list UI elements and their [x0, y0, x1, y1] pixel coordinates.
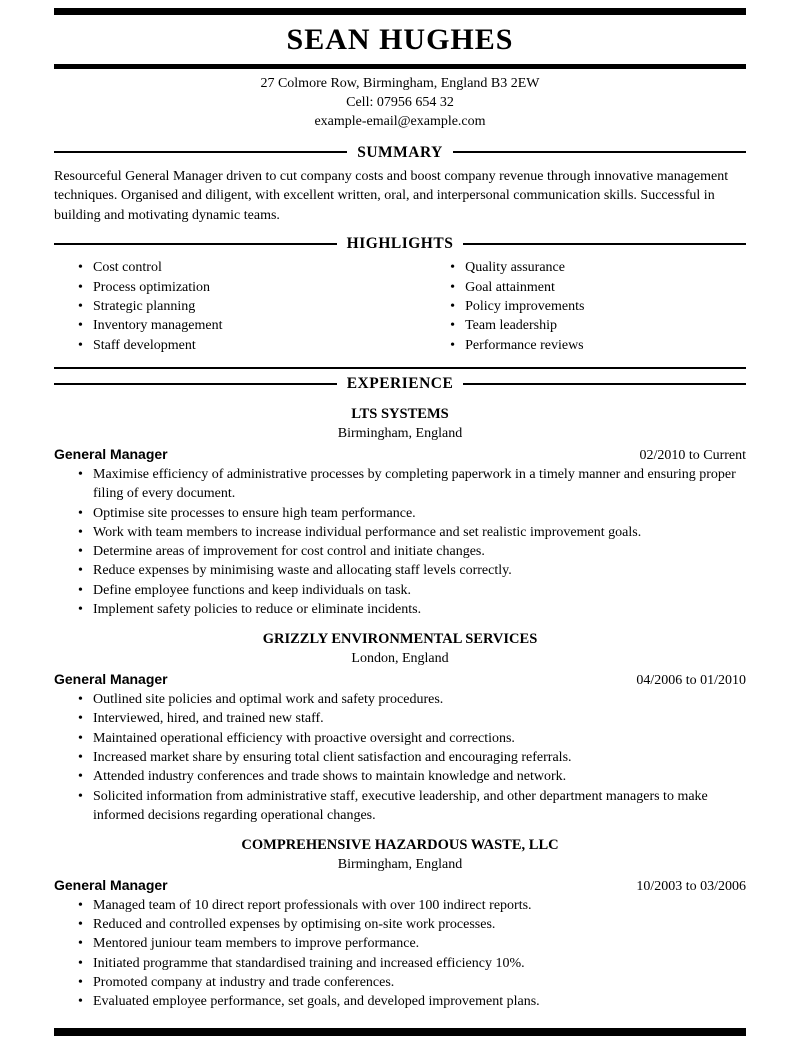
top-divider-bar — [54, 8, 746, 15]
job-bullet: • Outlined site policies and optimal work and safety procedures. — [74, 690, 746, 709]
contact-block — [54, 75, 746, 132]
job-title: General Manager — [54, 445, 168, 462]
job-bullet: • Promoted company at industry and trade conferences. — [74, 973, 746, 992]
job-entry — [54, 629, 746, 825]
job-bullet: • Managed team of 10 direct report professionals with over 100 indirect reports. — [74, 896, 746, 915]
job-bullet: • Work with team members to increase individual performance and set realistic improvement goals. — [74, 523, 746, 542]
job-title: General Manager — [54, 876, 168, 893]
job-bullet: • Implement safety policies to reduce or eliminate incidents. — [74, 600, 746, 619]
candidate-name: SEAN HUGHES — [286, 23, 514, 56]
company-name: LTS SYSTEMS — [351, 406, 449, 423]
highlight-item: • Team leadership — [446, 316, 746, 335]
job-bullet: • Optimise site processes to ensure high team performance. — [74, 504, 746, 523]
job-bullet-list — [54, 690, 746, 825]
highlight-item: • Policy improvements — [446, 297, 746, 316]
job-title: General Manager — [54, 670, 168, 687]
highlight-item: • Staff development — [74, 336, 426, 355]
heading-rule-left — [54, 151, 347, 153]
experience-heading-row — [54, 373, 746, 394]
highlights-right-list — [426, 258, 746, 355]
job-title-row — [54, 670, 746, 690]
job-title-row — [54, 445, 746, 465]
job-bullet: • Solicited information from administrative staff, executive leadership, and other department managers to make informed decisions regarding operational changes. — [74, 787, 746, 826]
job-entry — [54, 404, 746, 619]
summary-text: Resourceful General Manager driven to cut company costs and boost company revenue through innovative management techniques. Organised and diligent, with excellent written, oral, and interpersonal communication skills. Successful in building and motivating dynamic teams. — [54, 169, 729, 223]
experience-heading: EXPERIENCE — [346, 374, 454, 392]
job-dates: 04/2006 to 01/2010 — [636, 672, 746, 688]
heading-rule-right — [463, 243, 746, 245]
job-bullet: • Reduce expenses by minimising waste and allocating staff levels correctly. — [74, 561, 746, 580]
job-bullet-list — [54, 465, 746, 620]
job-bullet: • Reduced and controlled expenses by optimising on-site work processes. — [74, 915, 746, 934]
job-bullet: • Evaluated employee performance, set goals, and developed improvement plans. — [74, 992, 746, 1011]
job-dates: 02/2010 to Current — [639, 447, 746, 463]
header-divider-bar — [54, 64, 746, 69]
highlight-item: • Quality assurance — [446, 258, 746, 277]
contact-phone: Cell: 07956 654 32 — [346, 94, 454, 110]
highlight-item: • Inventory management — [74, 316, 426, 335]
heading-rule-right — [463, 383, 746, 385]
job-bullet: • Mentored juniour team members to improve performance. — [74, 934, 746, 953]
job-bullet: • Initiated programme that standardised training and increased efficiency 10%. — [74, 954, 746, 973]
company-location: Birmingham, England — [337, 857, 463, 873]
job-entry — [54, 835, 746, 1012]
job-title-row — [54, 876, 746, 896]
company-name: COMPREHENSIVE HAZARDOUS WASTE, LLC — [241, 837, 559, 854]
highlight-item: • Process optimization — [74, 278, 426, 297]
job-bullet: • Define employee functions and keep individuals on task. — [74, 581, 746, 600]
company-name: GRIZZLY ENVIRONMENTAL SERVICES — [262, 631, 538, 648]
job-bullet: • Maximise efficiency of administrative processes by completing paperwork in a timely manner and ensuring proper filing of every document. — [74, 465, 746, 504]
job-bullet-list — [54, 896, 746, 1012]
contact-address: 27 Colmore Row, Birmingham, England B3 2EW — [260, 76, 540, 91]
job-dates: 10/2003 to 03/2006 — [636, 878, 746, 894]
highlights-heading-row — [54, 233, 746, 254]
highlight-item: • Goal attainment — [446, 278, 746, 297]
highlights-left-list — [54, 258, 426, 355]
heading-rule-right — [453, 151, 746, 153]
highlights-columns — [54, 258, 746, 355]
company-location: Birmingham, England — [337, 426, 463, 442]
highlights-heading: HIGHLIGHTS — [346, 234, 454, 252]
highlight-item: • Performance reviews — [446, 336, 746, 355]
job-bullet: • Determine areas of improvement for cost control and initiate changes. — [74, 542, 746, 561]
contact-email: example-email@example.com — [314, 113, 486, 129]
job-bullet: • Increased market share by ensuring total client satisfaction and encouraging referrals. — [74, 748, 746, 767]
job-bullet: • Maintained operational efficiency with proactive oversight and corrections. — [74, 729, 746, 748]
job-bullet: • Interviewed, hired, and trained new staff. — [74, 709, 746, 728]
experience-top-rule — [54, 367, 746, 369]
job-bullet: • Attended industry conferences and trade shows to maintain knowledge and network. — [74, 767, 746, 786]
heading-rule-left — [54, 383, 337, 385]
highlight-item: • Strategic planning — [74, 297, 426, 316]
heading-rule-left — [54, 243, 337, 245]
summary-heading-row — [54, 142, 746, 163]
summary-heading: SUMMARY — [357, 143, 443, 161]
highlight-item: • Cost control — [74, 258, 426, 277]
company-location: London, England — [351, 651, 449, 667]
